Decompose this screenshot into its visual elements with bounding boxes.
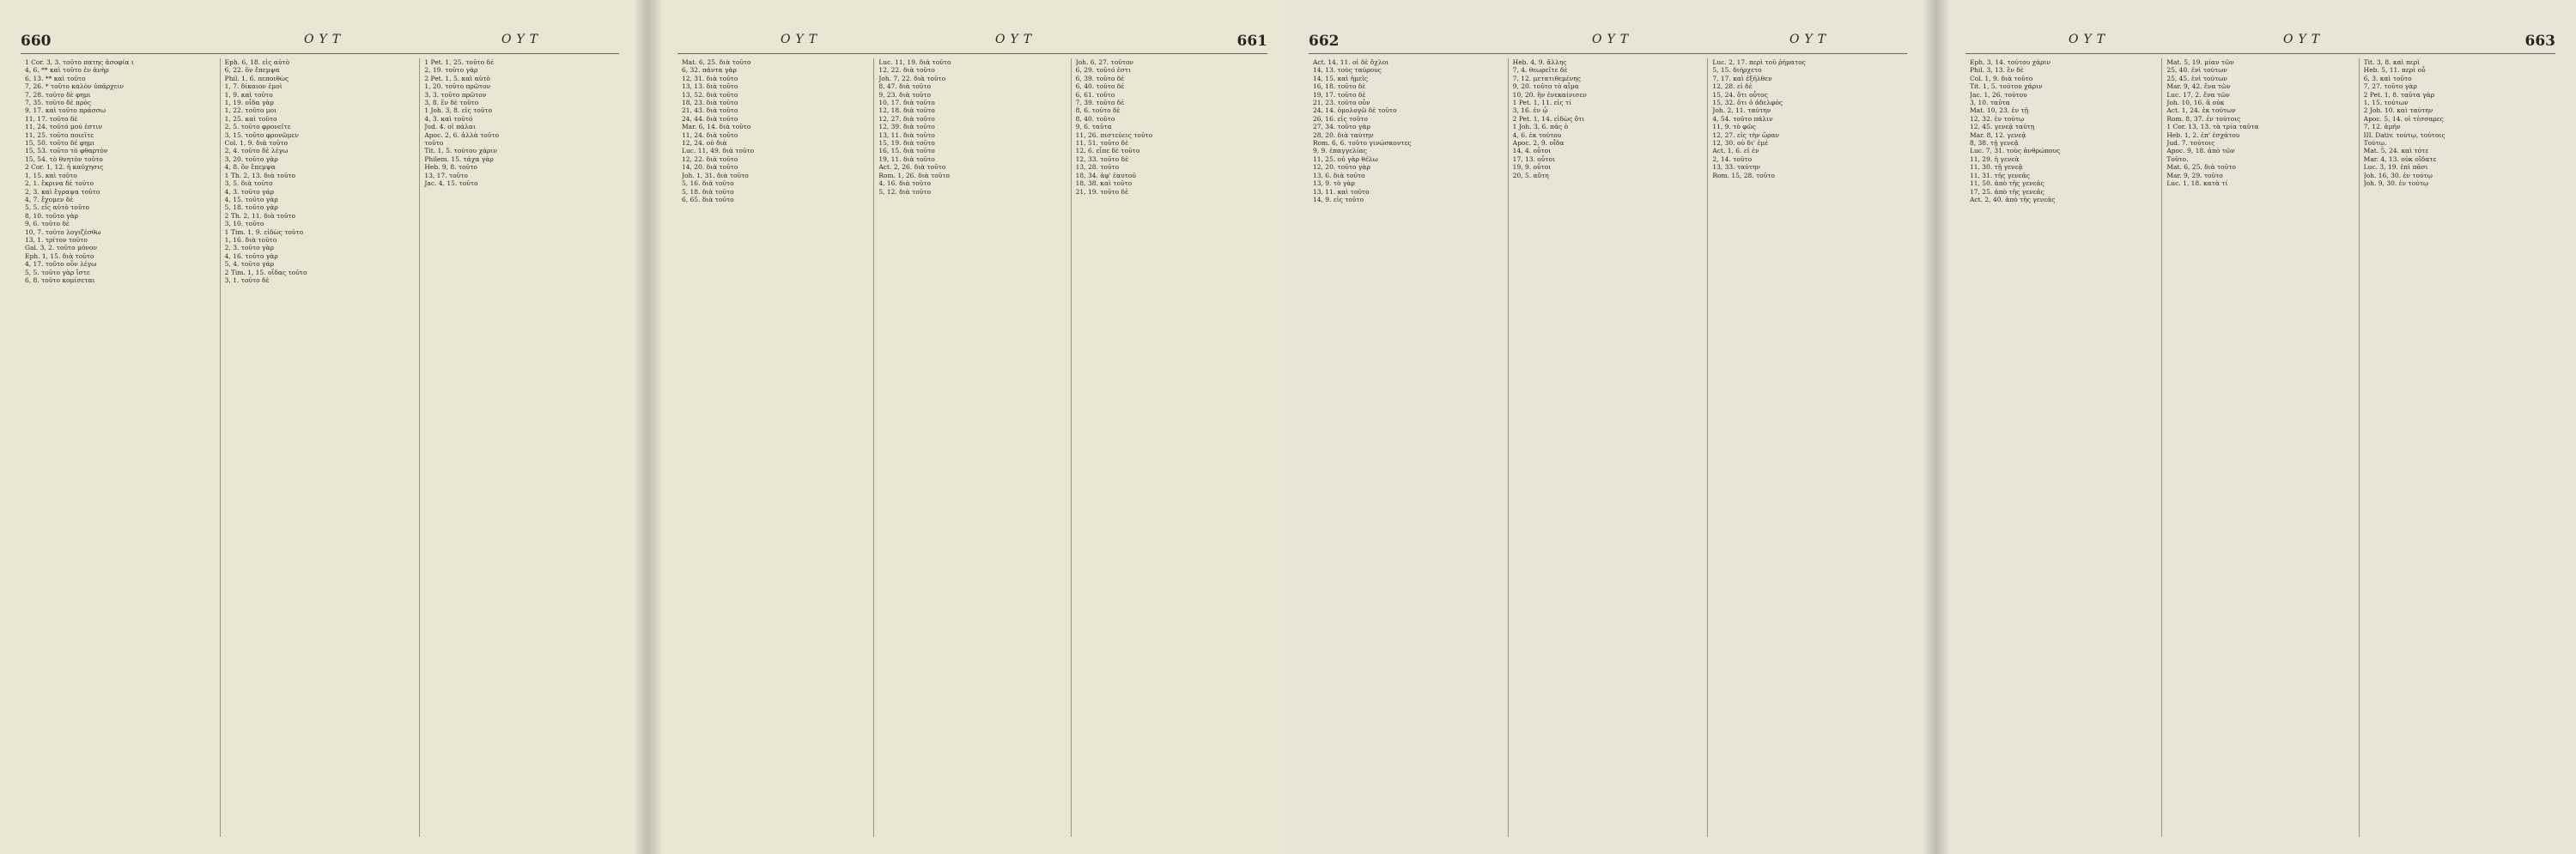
concordance-entry: 10, 7. τοῦτο λογιζέσθω xyxy=(25,227,101,236)
page-number: 663 xyxy=(2524,33,2555,50)
concordance-entry: 25, 45. ἑνὶ τούτων xyxy=(2166,74,2227,82)
concordance-entry: 3, 16. ἐν ᾧ xyxy=(1512,106,1548,115)
concordance-entry: 17, 25. ἀπὸ τῆς γενεᾶς xyxy=(1970,187,2044,196)
concordance-entry: 24, 44. διὰ τοῦτο xyxy=(682,114,738,123)
concordance-entry: 12, 45. γενεᾷ ταύτῃ xyxy=(1970,123,2035,131)
concordance-entry: 9, 9. ἐπαγγελίας xyxy=(1313,147,1367,155)
concordance-entry: Apoc. 9, 18. ἀπὸ τῶν xyxy=(2166,147,2235,155)
concordance-entry: 21, 19. τοῦτο δὲ xyxy=(1075,187,1129,196)
running-head: OYT xyxy=(1789,33,1832,46)
concordance-entry: 6, 65. διὰ τοῦτο xyxy=(682,195,734,203)
concordance-entry: 12, 18. διὰ τοῦτο xyxy=(878,106,935,115)
concordance-entry: 1 Pet. 1, 25. τοῦτο δέ xyxy=(424,58,494,66)
concordance-entry: Eph. 1, 15. διὰ τοῦτο xyxy=(25,251,94,260)
concordance-entry: 3, 8. ἓν δὲ τοῦτο xyxy=(424,99,479,107)
concordance-entry: 1, 22. τοῦτο μοι xyxy=(224,106,277,115)
concordance-entry: 11, 24. τοῦτό μού ἐστιν xyxy=(25,123,103,131)
running-head: OYT xyxy=(2069,33,2111,46)
concordance-entry: 11, 50. ἀπὸ τῆς γενεᾶς xyxy=(1970,179,2044,188)
concordance-entry: 13, 13. διὰ τοῦτο xyxy=(682,82,738,91)
concordance-entry: Joh. 6, 27. τοῦτον xyxy=(1075,58,1134,66)
concordance-entry: Tit. 1, 5. τούτου χάριν xyxy=(1970,82,2043,91)
concordance-entry: Jud. 7. τούτοις xyxy=(2166,139,2215,148)
concordance-entry: Luc. 2, 17. περὶ τοῦ ῥήματος xyxy=(1712,58,1806,66)
concordance-entry: 12, 32. ἐν τούτῳ xyxy=(1970,114,2025,123)
concordance-entry: 8, 10. τοῦτο γὰρ xyxy=(25,211,79,220)
concordance-entry: 21, 23. τοῦτο οὖν xyxy=(1313,99,1370,107)
concordance-entry: Joh. 16, 30. ἐν τούτῳ xyxy=(2363,171,2433,179)
concordance-entry: 5, 16. διὰ τοῦτο xyxy=(682,179,734,188)
concordance-entry: Act. 2, 26. διὰ τοῦτο xyxy=(878,163,946,172)
concordance-entry: 12, 24. οὐ διὰ xyxy=(682,139,727,148)
concordance-entry: 7, 26. * τοῦτο καλὸν ὑπάρχειν xyxy=(25,82,125,91)
text-column xyxy=(2359,58,2555,837)
concordance-entry: 1, 7. δίκαιον ἐμοὶ xyxy=(224,82,283,91)
page-header xyxy=(1965,33,2555,51)
concordance-entry: 15, 32. ὅτι ὁ ἀδελφός xyxy=(1712,99,1783,107)
concordance-entry: Tit. 3, 8. καὶ περὶ xyxy=(2363,58,2421,66)
concordance-entry: 14, 20. διὰ τοῦτο xyxy=(682,163,738,172)
concordance-entry: 15, 54. τὸ θνητὸν τοῦτο xyxy=(25,154,103,163)
concordance-entry: 8, 6. τοῦτο δὲ xyxy=(1075,106,1121,115)
concordance-entry: 16, 18. τοῦτο δὲ xyxy=(1313,82,1366,91)
concordance-entry: 1, 19. οἶδα γὰρ xyxy=(224,99,274,107)
concordance-entry: 2 Joh. 10. καὶ ταύτην xyxy=(2363,106,2433,115)
concordance-entry: 5, 18. διὰ τοῦτο xyxy=(682,187,734,196)
concordance-entry: 7, 12. μετατιθεμένης xyxy=(1512,74,1582,82)
concordance-entry: 7, 12. ἀμήν xyxy=(2363,123,2401,131)
concordance-entry: Act. 14, 11. οἱ δὲ ὄχλοι xyxy=(1313,58,1389,66)
concordance-entry: 13, 9. τὸ γὰρ xyxy=(1313,179,1355,188)
concordance-entry: Heb. 1, 2. ἐπ' ἐσχάτου xyxy=(2166,130,2240,139)
concordance-entry: Act. 1, 6. εἰ ἐν xyxy=(1712,147,1759,155)
concordance-entry: Luc. 11, 19. διὰ τοῦτο xyxy=(878,58,951,66)
concordance-entry: 4, 7. ἔχομεν δὲ xyxy=(25,195,74,203)
concordance-entry: Mat. 6, 25. διὰ τοῦτο xyxy=(2166,163,2236,172)
concordance-entry: 6, 8. τοῦτο κομίσεται xyxy=(25,276,95,284)
concordance-entry: 6, 3. καὶ τοῦτο xyxy=(2363,74,2412,82)
concordance-entry: 1 Th. 2, 13. διὰ τοῦτο xyxy=(224,171,296,179)
concordance-entry: Luc. 7, 31. τοὺς ἀνθρώπους xyxy=(1970,147,2061,155)
concordance-entry: 14, 15. καὶ ἡμεῖς xyxy=(1313,74,1369,82)
concordance-entry: Heb. 9, 8. τοῦτο xyxy=(424,163,477,172)
concordance-entry: Mar. 9, 29. τοῦτο xyxy=(2166,171,2223,179)
concordance-entry: 7, 28. τοῦτο δὲ φημι xyxy=(25,90,91,99)
concordance-entry: 2, 5. τοῦτο φρονεῖτε xyxy=(224,123,291,131)
concordance-entry: Jac. 1, 26. τούτου xyxy=(1970,90,2027,99)
text-column xyxy=(1707,58,1907,837)
concordance-entry: 13, 11. καὶ τοῦτο xyxy=(1313,187,1370,196)
concordance-entry: 12, 6. εἶπε δὲ τοῦτο xyxy=(1075,147,1140,155)
page-660 xyxy=(0,0,640,854)
concordance-entry: 11, 25. οὐ γὰρ θέλω xyxy=(1313,154,1378,163)
concordance-entry: 21, 43. διὰ τοῦτο xyxy=(682,106,738,115)
concordance-entry: Tit. 1, 5. τούτου χάριν xyxy=(424,147,497,155)
concordance-entry: 11, 31. τῆς γενεᾶς xyxy=(1970,171,2030,179)
page-number: 661 xyxy=(1236,33,1267,50)
concordance-entry: Joh. 10, 16. ἃ οὐκ xyxy=(2166,99,2225,107)
concordance-entry: 8, 40. τοῦτο xyxy=(1075,114,1115,123)
concordance-entry: 28, 20. διὰ ταύτην xyxy=(1313,130,1374,139)
running-head: OYT xyxy=(995,33,1037,46)
concordance-entry: 19, 11. διὰ τοῦτο xyxy=(878,154,935,163)
page-663 xyxy=(1945,0,2576,854)
concordance-entry: Mat. 6, 25. διὰ τοῦτο xyxy=(682,58,751,66)
concordance-entry: 5, 4. τοῦτο γάρ xyxy=(224,260,274,269)
text-column xyxy=(1965,58,2161,837)
page-header xyxy=(677,33,1267,51)
concordance-entry: Joh. 1, 31. διὰ τοῦτο xyxy=(682,171,749,179)
concordance-entry: 4, 16. διὰ τοῦτο xyxy=(878,179,931,188)
concordance-entry: Mar. 4, 13. οὐκ οἴδατε xyxy=(2363,154,2437,163)
page-header xyxy=(1309,33,1907,51)
concordance-entry: 5, 5. εἰς αὐτὸ τοῦτο xyxy=(25,203,90,212)
running-head: OYT xyxy=(501,33,544,46)
concordance-entry: Act. 2, 40. ἀπὸ τῆς γενεᾶς xyxy=(1970,195,2056,203)
concordance-entry: 13, 28. τοῦτο xyxy=(1075,163,1120,172)
text-column xyxy=(2161,58,2358,837)
concordance-entry: 15, 53. τοῦτο τὸ φθαρτὸν xyxy=(25,147,108,155)
running-head: OYT xyxy=(304,33,346,46)
concordance-entry: 12, 27. διὰ τοῦτο xyxy=(878,114,935,123)
concordance-entry: Heb. 4, 9. ἄλλης xyxy=(1512,58,1567,66)
concordance-entry: Heb. 5, 11. περὶ οὗ xyxy=(2363,66,2426,75)
page-number: 662 xyxy=(1309,33,1340,50)
concordance-entry: 12, 22. διὰ τοῦτο xyxy=(682,154,738,163)
concordance-entry: 17, 13. οὗτοι xyxy=(1512,154,1555,163)
concordance-entry: 6, 61. τοῦτο xyxy=(1075,90,1115,99)
concordance-entry: 16, 15. διὰ τοῦτο xyxy=(878,147,935,155)
concordance-entry: Phil. 1, 6. πεποιθὼς xyxy=(224,74,289,82)
concordance-entry: 11, 9. τὸ φῶς xyxy=(1712,123,1756,131)
concordance-entry: Mat. 5, 24. καὶ τότε xyxy=(2363,147,2429,155)
concordance-entry: Col. 1, 9. διὰ τοῦτο xyxy=(224,139,288,148)
concordance-entry: 2 Tim. 1, 15. οἶδας τοῦτο xyxy=(224,268,307,276)
concordance-entry: 12, 33. τοῦτο δὲ xyxy=(1075,154,1129,163)
concordance-entry: 5, 5. τοῦτο γὰρ ἴστε xyxy=(25,268,90,276)
concordance-entry: 4, 15. τοῦτο γὰρ xyxy=(224,195,278,203)
concordance-entry: 8, 38. τῇ γενεᾷ xyxy=(1970,139,2019,148)
concordance-entry: Col. 1, 9. διὰ τοῦτο xyxy=(1970,74,2033,82)
concordance-entry: 15, 24. ὅτι οὗτος xyxy=(1712,90,1768,99)
concordance-entry: 2, 19. τοῦτο γὰρ xyxy=(424,66,478,75)
concordance-entry: Luc. 1, 18. κατὰ τί xyxy=(2166,179,2228,188)
text-column xyxy=(1309,58,1508,837)
text-column xyxy=(1071,58,1267,837)
concordance-entry: 24, 14. ὁμολογῶ δὲ τοῦτο xyxy=(1313,106,1397,115)
concordance-entry: Joh. 7, 22. διὰ τοῦτο xyxy=(878,74,946,82)
concordance-entry: 27, 34. τοῦτο γὰρ xyxy=(1313,123,1370,131)
concordance-entry: 12, 28. εἰ δὲ xyxy=(1712,82,1753,91)
concordance-entry: 4, 3. τοῦτο γάρ xyxy=(224,187,274,196)
concordance-entry: 14, 9. εἰς τοῦτο xyxy=(1313,195,1364,203)
concordance-entry: 1, 15. καὶ τοῦτο xyxy=(25,171,77,179)
concordance-entry: Mat. 10, 23. ἐν τῇ xyxy=(1970,106,2029,115)
concordance-entry: 13, 52. διὰ τοῦτο xyxy=(682,90,738,99)
concordance-entry: 7, 17. καὶ ἐξῆλθεν xyxy=(1712,74,1772,82)
concordance-entry: 18, 38. καὶ τοῦτο xyxy=(1075,179,1133,188)
concordance-entry: 11, 25. τοῦτο ποιεῖτε xyxy=(25,130,94,139)
concordance-entry: 1 Cor. 13, 13. τὰ τρία ταῦτα xyxy=(2166,123,2259,131)
concordance-entry: 1, 15. τούτων xyxy=(2363,99,2409,107)
text-column xyxy=(21,58,220,837)
concordance-entry: 7, 27. τοῦτο γὰρ xyxy=(2363,82,2417,91)
concordance-entry: 1, 16. διὰ τοῦτο xyxy=(224,235,277,244)
concordance-entry: 5, 15. διήρχετο xyxy=(1712,66,1762,75)
concordance-entry: 3, 10. τοῦτο xyxy=(224,220,264,228)
concordance-entry: Rom. 1, 26. διὰ τοῦτο xyxy=(878,171,951,179)
header-rule xyxy=(1965,53,2555,54)
concordance-entry: 19, 9. οὗτοι xyxy=(1512,163,1552,172)
concordance-entry: 2, 1. ἔκρινα δὲ τοῦτο xyxy=(25,179,94,188)
concordance-entry: Luc. 11, 49. διὰ τοῦτο xyxy=(682,147,755,155)
text-columns xyxy=(1965,58,2555,837)
concordance-entry: 9, 6. ταῦτα xyxy=(1075,123,1112,131)
concordance-entry: 2, 4. τοῦτο δὲ λέγω xyxy=(224,147,289,155)
concordance-entry: 3, 5. διὰ τοῦτο xyxy=(224,179,273,188)
concordance-entry: 6, 13. ** καὶ τοῦτο xyxy=(25,74,86,82)
concordance-entry: 3, 1. τοῦτο δὲ xyxy=(224,276,270,284)
concordance-entry: 14, 4. οὗτοι xyxy=(1512,147,1552,155)
concordance-entry: Luc. 3, 19. ἐπὶ πᾶσι xyxy=(2363,163,2428,172)
concordance-entry: 11, 29. ἡ γενεὰ xyxy=(1970,154,2020,163)
concordance-entry: 10, 20. ἣν ἐνεκαίνισεν xyxy=(1512,90,1587,99)
text-column xyxy=(873,58,1070,837)
concordance-entry: Luc. 17, 2. ἕνα τῶν xyxy=(2166,90,2230,99)
concordance-entry: Jud. 4. οἱ πάλαι xyxy=(424,123,476,131)
concordance-entry: 13, 33. ταύτην xyxy=(1712,163,1760,172)
concordance-entry: 6, 32. πάντα γὰρ xyxy=(682,66,737,75)
concordance-entry: 2 Pet. 1, 8. ταῦτα γὰρ xyxy=(2363,90,2435,99)
concordance-entry: 2 Pet. 1, 5. καὶ αὐτὸ xyxy=(424,74,490,82)
concordance-entry: Τούτῳ. xyxy=(2363,139,2387,148)
concordance-entry: 5, 18. τοῦτο γὰρ xyxy=(224,203,278,212)
concordance-entry: Rom. 15, 28. τοῦτο xyxy=(1712,171,1775,179)
concordance-entry: 15, 19. διὰ τοῦτο xyxy=(878,139,935,148)
concordance-entry: 11, 17. τοῦτο δὲ xyxy=(25,114,78,123)
concordance-entry: 6, 22. ὃν ἔπεμψα xyxy=(224,66,280,75)
concordance-entry: 3, 15. τοῦτο φρονῶμεν xyxy=(224,130,299,139)
concordance-entry: 6, 29. τοῦτό ἐστι xyxy=(1075,66,1132,75)
concordance-entry: 13, 6. διὰ τοῦτο xyxy=(1313,171,1365,179)
concordance-entry: Eph. 3, 14. τούτου χάριν xyxy=(1970,58,2051,66)
concordance-entry: 4, 8. ὃν ἔπεμψα xyxy=(224,163,276,172)
concordance-entry: Apoc. 5, 14. οἱ τέσσαρες xyxy=(2363,114,2444,123)
concordance-entry: 1, 25. καὶ τοῦτο xyxy=(224,114,277,123)
concordance-entry: 8, 47. διὰ τοῦτο xyxy=(878,82,931,91)
concordance-entry: 19, 17. τοῦτο δὲ xyxy=(1313,90,1366,99)
concordance-entry: 9, 6. τοῦτο δὲ xyxy=(25,220,70,228)
concordance-entry: 2 Cor. 1, 12. ἡ καύχησις xyxy=(25,163,104,172)
concordance-entry: 4, 3. καὶ τοῦτό xyxy=(424,114,473,123)
concordance-entry: 1 Joh. 3, 8. εἰς τοῦτο xyxy=(424,106,492,115)
concordance-entry: Mat. 5, 19. μίαν τῶν xyxy=(2166,58,2234,66)
concordance-entry: 2 Th. 2, 11. διὰ τοῦτο xyxy=(224,211,296,220)
concordance-entry: Act. 1, 24. ἐκ τούτων xyxy=(2166,106,2236,115)
concordance-entry: 12, 30. οὐ δι' ἐμὲ xyxy=(1712,139,1769,148)
concordance-entry: 12, 31. διὰ τοῦτο xyxy=(682,74,738,82)
concordance-entry: Joh. 2, 11. ταύτην xyxy=(1712,106,1771,115)
text-columns xyxy=(677,58,1267,837)
concordance-entry: 12, 20. τοῦτο γὰρ xyxy=(1313,163,1370,172)
concordance-entry: 2, 3. καὶ ἔγραψα τοῦτο xyxy=(25,187,100,196)
concordance-entry: 13, 11. διὰ τοῦτο xyxy=(878,130,935,139)
concordance-entry: 4, 54. τοῦτο πάλιν xyxy=(1712,114,1773,123)
concordance-entry: Apoc. 2, 6. ἀλλὰ τοῦτο xyxy=(424,130,500,139)
concordance-entry: 7, 39. τοῦτο δὲ xyxy=(1075,99,1125,107)
concordance-entry: Joh. 9, 30. ἐν τούτῳ xyxy=(2363,179,2429,188)
concordance-entry: 4, 17. τοῦτο οὖν λέγω xyxy=(25,260,97,269)
concordance-entry: Mar. 6, 14. διὰ τοῦτο xyxy=(682,123,751,131)
page-662 xyxy=(1288,0,1928,854)
concordance-entry: 26, 16. εἰς τοῦτο xyxy=(1313,114,1368,123)
concordance-entry: 5, 12. διὰ τοῦτο xyxy=(878,187,931,196)
concordance-entry: 18, 23. διὰ τοῦτο xyxy=(682,99,738,107)
concordance-entry: Jac. 4, 15. τοῦτο xyxy=(424,179,478,188)
concordance-entry: 6, 39. τοῦτο δέ xyxy=(1075,74,1125,82)
concordance-entry: Mar. 8, 12. γενεᾷ xyxy=(1970,130,2026,139)
concordance-entry: 11, 51. τοῦτο δὲ xyxy=(1075,139,1129,148)
concordance-entry: 11, 24. διὰ τοῦτο xyxy=(682,130,738,139)
concordance-entry: Mar. 9, 42. ἕνα τῶν xyxy=(2166,82,2231,91)
concordance-entry: 6, 40. τοῦτο δέ xyxy=(1075,82,1125,91)
page-661 xyxy=(657,0,1288,854)
concordance-entry: Eph. 6, 18. εἰς αὐτὸ xyxy=(224,58,290,66)
concordance-entry: 4, 16. τοῦτο γὰρ xyxy=(224,251,278,260)
text-columns xyxy=(1309,58,1907,837)
concordance-entry: 9, 17. καὶ τοῦτο πράσσω xyxy=(25,106,106,115)
concordance-entry: 11, 30. τῇ γενεᾷ xyxy=(1970,163,2023,172)
concordance-entry: 9, 23. διὰ τοῦτο xyxy=(878,90,931,99)
concordance-entry: III. Dativ. τούτῳ, τούτοις xyxy=(2363,130,2445,139)
concordance-entry: 12, 39. διὰ τοῦτο xyxy=(878,123,935,131)
header-rule xyxy=(21,53,619,54)
concordance-entry: 4, 6. ἐκ τούτου xyxy=(1512,130,1562,139)
concordance-entry: 7, 35. τοῦτο δὲ πρὸς xyxy=(25,99,92,107)
concordance-entry: 7, 4. θεωρεῖτε δὲ xyxy=(1512,66,1568,75)
concordance-entry: 11, 26. πιστεύεις τοῦτο xyxy=(1075,130,1153,139)
header-rule xyxy=(1309,53,1907,54)
concordance-entry: 12, 27. εἰς τὴν ὥραν xyxy=(1712,130,1780,139)
concordance-entry: Apoc. 2, 9. οἶδα xyxy=(1512,139,1564,148)
concordance-entry: 3, 20. τοῦτο γὰρ xyxy=(224,154,278,163)
concordance-entry: 14, 13. τοὺς ταύρους xyxy=(1313,66,1382,75)
concordance-entry: 15, 50. τοῦτο δέ φημι xyxy=(25,139,95,148)
concordance-entry: 2 Pet. 1, 14. εἰδὼς ὅτι xyxy=(1512,114,1585,123)
concordance-entry: 13, 1. τρίτον τοῦτο xyxy=(25,235,88,244)
concordance-entry: Gal. 3, 2. τοῦτο μόνον xyxy=(25,244,98,252)
concordance-entry: 1 Cor. 3, 3. τοῦτο πατης ἀσοφία ι xyxy=(25,58,134,66)
text-column xyxy=(220,58,420,837)
concordance-entry: 2, 14. τοῦτο xyxy=(1712,154,1753,163)
concordance-entry: 3, 10. ταῦτα xyxy=(1970,99,2010,107)
concordance-entry: 4, 6. ** καὶ τοῦτο ἐν ἀνὴρ xyxy=(25,66,109,75)
page-header xyxy=(21,33,619,51)
page-number: 660 xyxy=(21,33,52,50)
right-spread xyxy=(1288,0,2576,854)
concordance-entry: τοῦτο xyxy=(424,139,444,148)
text-column xyxy=(677,58,873,837)
concordance-entry: Rom. 6, 6. τοῦτο γινώσκοντες xyxy=(1313,139,1412,148)
concordance-entry: 10, 17. διὰ τοῦτο xyxy=(878,99,935,107)
running-head: OYT xyxy=(781,33,823,46)
text-column xyxy=(1508,58,1708,837)
concordance-entry: Philem. 15. τάχα γὰρ xyxy=(424,154,494,163)
concordance-entry: 18, 34. ἀφ' ἑαυτοῦ xyxy=(1075,171,1136,179)
header-rule xyxy=(677,53,1267,54)
concordance-entry: 3, 3. τοῦτο πρῶτον xyxy=(424,90,487,99)
text-column xyxy=(419,58,619,837)
concordance-entry: Phil. 3, 13. ἓν δὲ xyxy=(1970,66,2024,75)
running-head: OYT xyxy=(2283,33,2325,46)
concordance-entry: 25, 40. ἑνὶ τούτων xyxy=(2166,66,2227,75)
concordance-entry: 13, 17. τοῦτο xyxy=(424,171,468,179)
concordance-entry: 1 Tim. 1, 9. εἰδὼς τοῦτο xyxy=(224,227,304,236)
concordance-entry: 1, 9. καὶ τοῦτο xyxy=(224,90,273,99)
text-columns xyxy=(21,58,619,837)
running-head: OYT xyxy=(1592,33,1634,46)
concordance-entry: 1 Pet. 1, 11. εἰς τί xyxy=(1512,99,1572,107)
concordance-entry: 20, 5. αὕτη xyxy=(1512,171,1549,179)
concordance-entry: Rom. 8, 37. ἐν τούτοις xyxy=(2166,114,2241,123)
concordance-entry: Τοῦτο. xyxy=(2166,154,2189,163)
concordance-entry: 9, 20. τοῦτο τὸ αἷμα xyxy=(1512,82,1579,91)
concordance-entry: 2, 3. τοῦτο γὰρ xyxy=(224,244,274,252)
concordance-entry: 12, 22. διὰ τοῦτο xyxy=(878,66,935,75)
concordance-entry: 1, 20. τοῦτο πρῶτον xyxy=(424,82,491,91)
concordance-entry: 1 Joh. 3, 6. πᾶς ὁ xyxy=(1512,123,1569,131)
